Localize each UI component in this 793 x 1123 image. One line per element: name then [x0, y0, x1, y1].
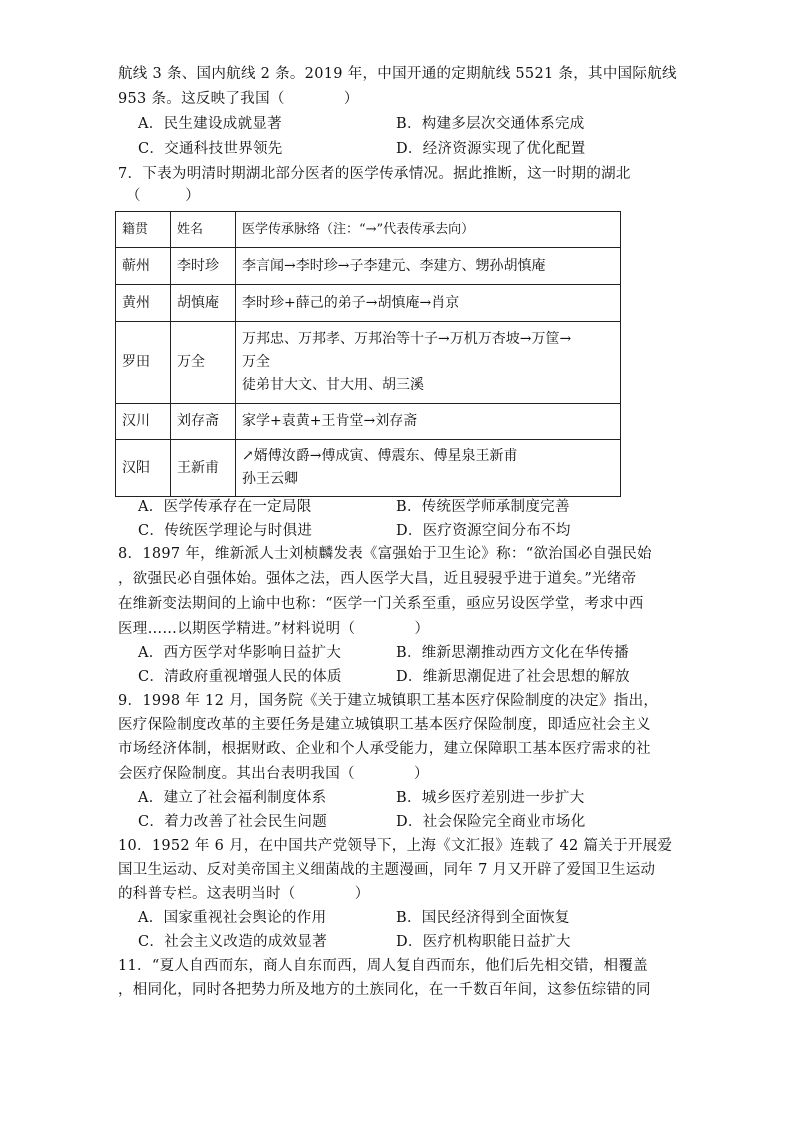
q10-text-line-1: 10．1952 年 6 月，在中国共产党领导下，上海《文汇报》连载了 42 篇关于开展爱: [118, 838, 673, 854]
table-cell-place: 汉阳: [116, 440, 171, 497]
table-cell-name: 万全: [171, 322, 236, 404]
table-cell-place: 汉川: [116, 404, 171, 440]
table-row: [116, 404, 621, 440]
lineage-line: 李时珍+薛己的弟子→胡慎庵→肖京: [242, 294, 460, 311]
q8-text-line-4: 医理……以期医学精进。”材料说明（ ）: [118, 621, 430, 637]
q10-text-line-3: 的科普专栏。这表明当时（ ）: [118, 886, 370, 902]
q6-option-a: A．民生建设成就显著: [138, 116, 282, 132]
q10-text-line-2: 国卫生运动、反对美帝国主义细菌战的主题漫画，同年 7 月又开辟了爱国卫生运动: [118, 862, 656, 878]
q9-option-d: D．社会保险完全商业市场化: [396, 814, 586, 830]
table-cell-lineage: [236, 248, 621, 285]
q8-option-d: D．维新思潮促进了社会思想的解放: [396, 669, 630, 685]
q9-option-b: B．城乡医疗差别进一步扩大: [396, 790, 585, 806]
q9-text-line-2: 医疗保险制度改革的主要任务是建立城镇职工基本医疗保险制度，即适应社会主义: [118, 717, 651, 733]
table-cell-lineage: [236, 322, 621, 404]
q6-option-c: C．交通科技世界领先: [138, 141, 283, 157]
table-row: [116, 322, 621, 404]
table-row: [116, 248, 621, 285]
q6-text-line-1: 航线 3 条、国内航线 2 条。2019 年，中国开通的定期航线 5521 条，其中国际航线: [118, 66, 677, 82]
q7-option-d: D．医疗资源空间分布不均: [396, 523, 571, 539]
q9-option-c: C．着力改善了社会民生问题: [138, 814, 327, 830]
q7-option-b: B．传统医学师承制度完善: [396, 499, 570, 515]
q9-text-line-4: 会医疗保险制度。其出台表明我国（ ）: [118, 766, 429, 782]
q6-option-b: B．构建多层次交通体系完成: [396, 116, 585, 132]
q10-option-d: D．医疗机构职能日益扩大: [396, 934, 571, 950]
table-cell-place: 黄州: [116, 285, 171, 322]
table-row: [116, 440, 621, 497]
lineage-line: 家学+袁黄+王肯堂→刘存斋: [242, 413, 418, 429]
table-cell-name: 李时珍: [171, 248, 236, 285]
table-row: [116, 285, 621, 322]
q9-text-line-1: 9．1998 年 12 月，国务院《关于建立城镇职工基本医疗保险制度的决定》指出，: [118, 693, 659, 709]
q6-option-d: D．经济资源实现了优化配置: [396, 141, 586, 157]
lineage-line: 李言闻→李时珍→子李建元、李建方、甥孙胡慎庵: [242, 257, 546, 274]
q11-text-line-1: 11．“夏人自西而东，商人自东而西，周人复自西而东，他们后先相交错，相覆盖: [118, 958, 648, 974]
q10-option-b: B．国民经济得到全面恢复: [396, 910, 570, 926]
lineage-line: 孙王云卿: [242, 471, 298, 487]
q8-option-a: A．西方医学对华影响日益扩大: [138, 645, 342, 661]
q8-text-line-1: 8．1897 年，维新派人士刘桢麟发表《富强始于卫生论》称：“欲治国必自强民始: [118, 546, 652, 562]
q8-text-line-2: ，欲强民必自强体始。强体之法，西人医学大昌，近且骎骎乎进于道矣。”光绪帝: [118, 571, 637, 587]
q6-text-line-2: 953 条。这反映了我国（ ）: [118, 91, 359, 107]
table-cell-name: 刘存斋: [171, 404, 236, 440]
table-cell-place: 蕲州: [116, 248, 171, 285]
table-header-row: [116, 212, 621, 248]
q7-stem-line-1: 7．下表为明清时期湖北部分医者的医学传承情况。据此推断，这一时期的湖北: [118, 166, 631, 182]
medical-lineage-table: [115, 211, 621, 497]
q8-option-c: C．清政府重视增强人民的体质: [138, 669, 342, 685]
q7-stem-line-2: （ ）: [126, 188, 200, 204]
q8-text-line-3: 在维新变法期间的上谕中也称：“医学一门关系至重，亟应另设医学堂，考求中西: [118, 596, 644, 612]
table-cell-place: 罗田: [116, 322, 171, 404]
q7-option-a: A．医学传承存在一定局限: [138, 499, 312, 515]
table-cell-name: 胡慎庵: [171, 285, 236, 322]
q9-text-line-3: 市场经济体制，根据财政、企业和个人承受能力，建立保障职工基本医疗需求的社: [118, 741, 651, 757]
table-cell-lineage: [236, 285, 621, 322]
q7-option-c: C．传统医学理论与时俱进: [138, 523, 313, 539]
lineage-line: ↗婿傅汝爵→傅成寅、傅震东、傅星泉王新甫: [242, 448, 518, 464]
q11-text-line-2: ，相同化，同时各把势力所及地方的土族同化，在一千数百年间，这参伍综错的同: [118, 982, 651, 998]
table-header-lineage: 医学传承脉络（注：“→”代表传承去向）: [236, 212, 621, 248]
q10-option-c: C．社会主义改造的成效显著: [138, 934, 327, 950]
lineage-line: 万邦忠、万邦孝、万邦治等十子→万机万杏坡→万筐→: [242, 331, 572, 347]
lineage-line: 万全: [242, 354, 270, 370]
table-cell-lineage: [236, 440, 621, 497]
table-cell-lineage: [236, 404, 621, 440]
table-cell-name: 王新甫: [171, 440, 236, 497]
table-header-name: 姓名: [171, 212, 236, 248]
table-header-place: 籍贯: [116, 212, 171, 248]
q9-option-a: A．建立了社会福利制度体系: [138, 790, 327, 806]
q10-option-a: A．国家重视社会舆论的作用: [138, 910, 327, 926]
lineage-line: 徒弟甘大文、甘大用、胡三溪: [242, 377, 424, 393]
q8-option-b: B．维新思潮推动西方文化在华传播: [396, 645, 629, 661]
